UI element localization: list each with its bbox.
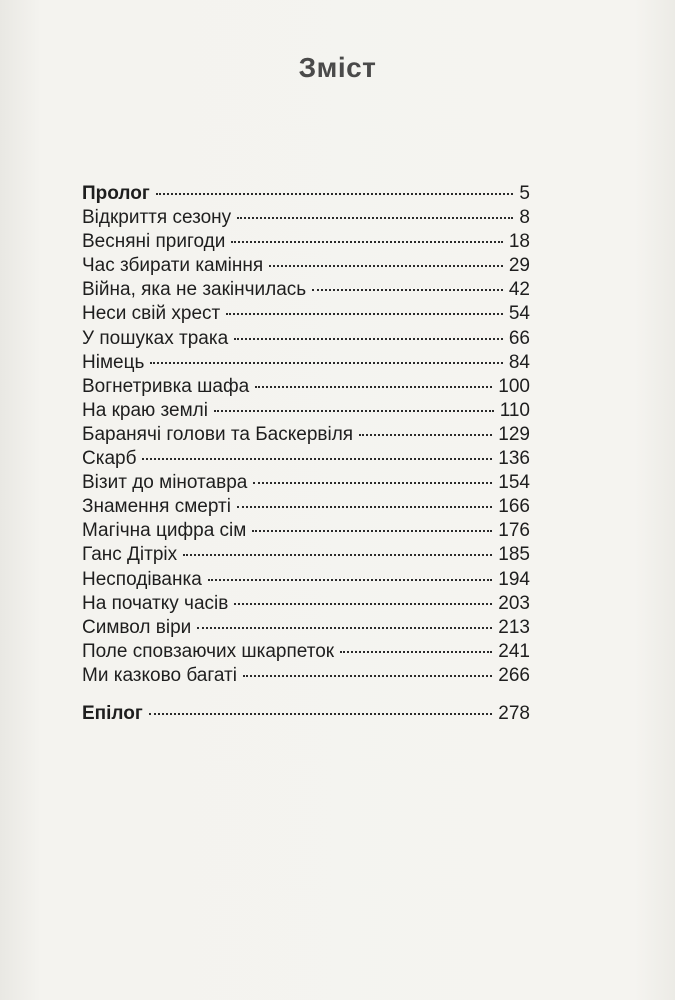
toc-entry-page: 29 [508, 255, 530, 277]
leader-dots [255, 386, 492, 388]
toc-entry[interactable] [82, 592, 530, 616]
leader-dots [237, 217, 513, 219]
toc-entry-page: 266 [498, 664, 530, 686]
toc-entry[interactable] [82, 254, 530, 278]
leader-dots [252, 530, 492, 532]
toc-entry-page: 5 [519, 183, 530, 204]
toc-entry-label: Баранячі голови та Баскервіля [82, 423, 354, 445]
toc-entry-label: Поле сповзаючих шкарпеток [82, 640, 335, 662]
toc-entry-label: Знамення смерті [82, 496, 231, 518]
toc-entry[interactable] [82, 640, 530, 664]
leader-dots [234, 603, 492, 605]
leader-dots [269, 265, 503, 267]
leader-dots [231, 241, 503, 243]
leader-dots [340, 651, 492, 653]
toc-entry-label: Несподіванка [82, 568, 202, 590]
leader-dots [237, 506, 492, 508]
toc-entry-label: Ми казково багаті [82, 664, 237, 686]
leader-dots [214, 410, 494, 412]
leader-dots [183, 554, 492, 556]
toc-entry-page: 18 [508, 231, 530, 253]
toc-entry-page: 100 [498, 375, 530, 397]
toc-entry-label: Весняні пригоди [82, 231, 226, 253]
toc-entry-page: 42 [508, 279, 530, 301]
leader-dots [234, 338, 503, 340]
leader-dots [312, 289, 503, 291]
toc-entry-label: У пошуках трака [82, 327, 229, 349]
toc-entry-label: Німець [82, 351, 145, 373]
toc-entry[interactable] [82, 447, 530, 471]
toc-entry-page: 194 [498, 568, 530, 590]
toc-entry-page: 84 [508, 351, 530, 373]
toc-entry-page: 129 [498, 423, 530, 445]
toc-entry-page: 213 [498, 616, 530, 638]
leader-dots [253, 482, 492, 484]
toc-entry-page: 278 [498, 702, 530, 724]
toc-entry-page: 66 [508, 327, 530, 349]
spacer [82, 688, 530, 702]
leader-dots [156, 193, 514, 195]
leader-dots [208, 579, 493, 581]
toc-entry-label: Вогнетривка шафа [82, 375, 250, 397]
toc-entry-label: Відкриття сезону [82, 207, 232, 229]
toc-entry-page: 176 [498, 520, 530, 542]
leader-dots [359, 434, 492, 436]
toc-entry[interactable] [82, 278, 530, 302]
toc-entry-page: 136 [498, 448, 530, 470]
toc-entry-epilogue[interactable] [82, 702, 530, 726]
leader-dots [149, 713, 493, 715]
toc-entry-label: Епілог [82, 702, 143, 724]
toc-entry[interactable] [82, 302, 530, 326]
toc-entry-label: Магічна цифра сім [82, 520, 247, 542]
toc-entry-label: Символ віри [82, 616, 192, 638]
leader-dots [197, 627, 492, 629]
toc-entry-label: Скарб [82, 448, 137, 470]
toc-entry-page: 166 [498, 496, 530, 518]
toc-entry-page: 154 [498, 472, 530, 494]
toc-entry[interactable] [82, 664, 530, 688]
toc-entry-page: 203 [498, 592, 530, 614]
toc-entry[interactable] [82, 616, 530, 640]
toc-entry-label: Час збирати каміння [82, 255, 264, 277]
toc-entry[interactable] [82, 471, 530, 495]
toc-entry-label: Ганс Дітріх [82, 544, 178, 566]
table-of-contents [82, 182, 530, 726]
leader-dots [142, 458, 492, 460]
toc-entry[interactable] [82, 230, 530, 254]
leader-dots [243, 675, 492, 677]
page-title: Зміст [298, 52, 377, 83]
toc-entry-label: На початку часів [82, 592, 229, 614]
toc-entry[interactable] [82, 399, 530, 423]
toc-entry[interactable] [82, 423, 530, 447]
toc-entry[interactable] [82, 327, 530, 351]
toc-entry[interactable] [82, 495, 530, 519]
leader-dots [226, 313, 503, 315]
chapter-list [82, 206, 530, 688]
toc-entry-label: Війна, яка не закінчилась [82, 279, 307, 301]
toc-entry-label: Пролог [82, 183, 150, 204]
toc-entry-page: 110 [499, 399, 530, 421]
toc-entry-prologue[interactable] [82, 182, 530, 206]
toc-entry[interactable] [82, 568, 530, 592]
toc-entry[interactable] [82, 543, 530, 567]
toc-entry-page: 185 [498, 544, 530, 566]
toc-entry[interactable] [82, 375, 530, 399]
toc-entry-page: 54 [508, 303, 530, 325]
toc-entry-page: 8 [519, 207, 530, 229]
toc-entry[interactable] [82, 351, 530, 375]
toc-entry-label: Неси свій хрест [82, 303, 221, 325]
toc-entry-page: 241 [498, 640, 530, 662]
toc-entry[interactable] [82, 519, 530, 543]
toc-entry-label: На краю землі [82, 399, 208, 421]
leader-dots [150, 362, 503, 364]
toc-entry[interactable] [82, 206, 530, 230]
toc-entry-label: Візит до мінотавра [82, 472, 248, 494]
